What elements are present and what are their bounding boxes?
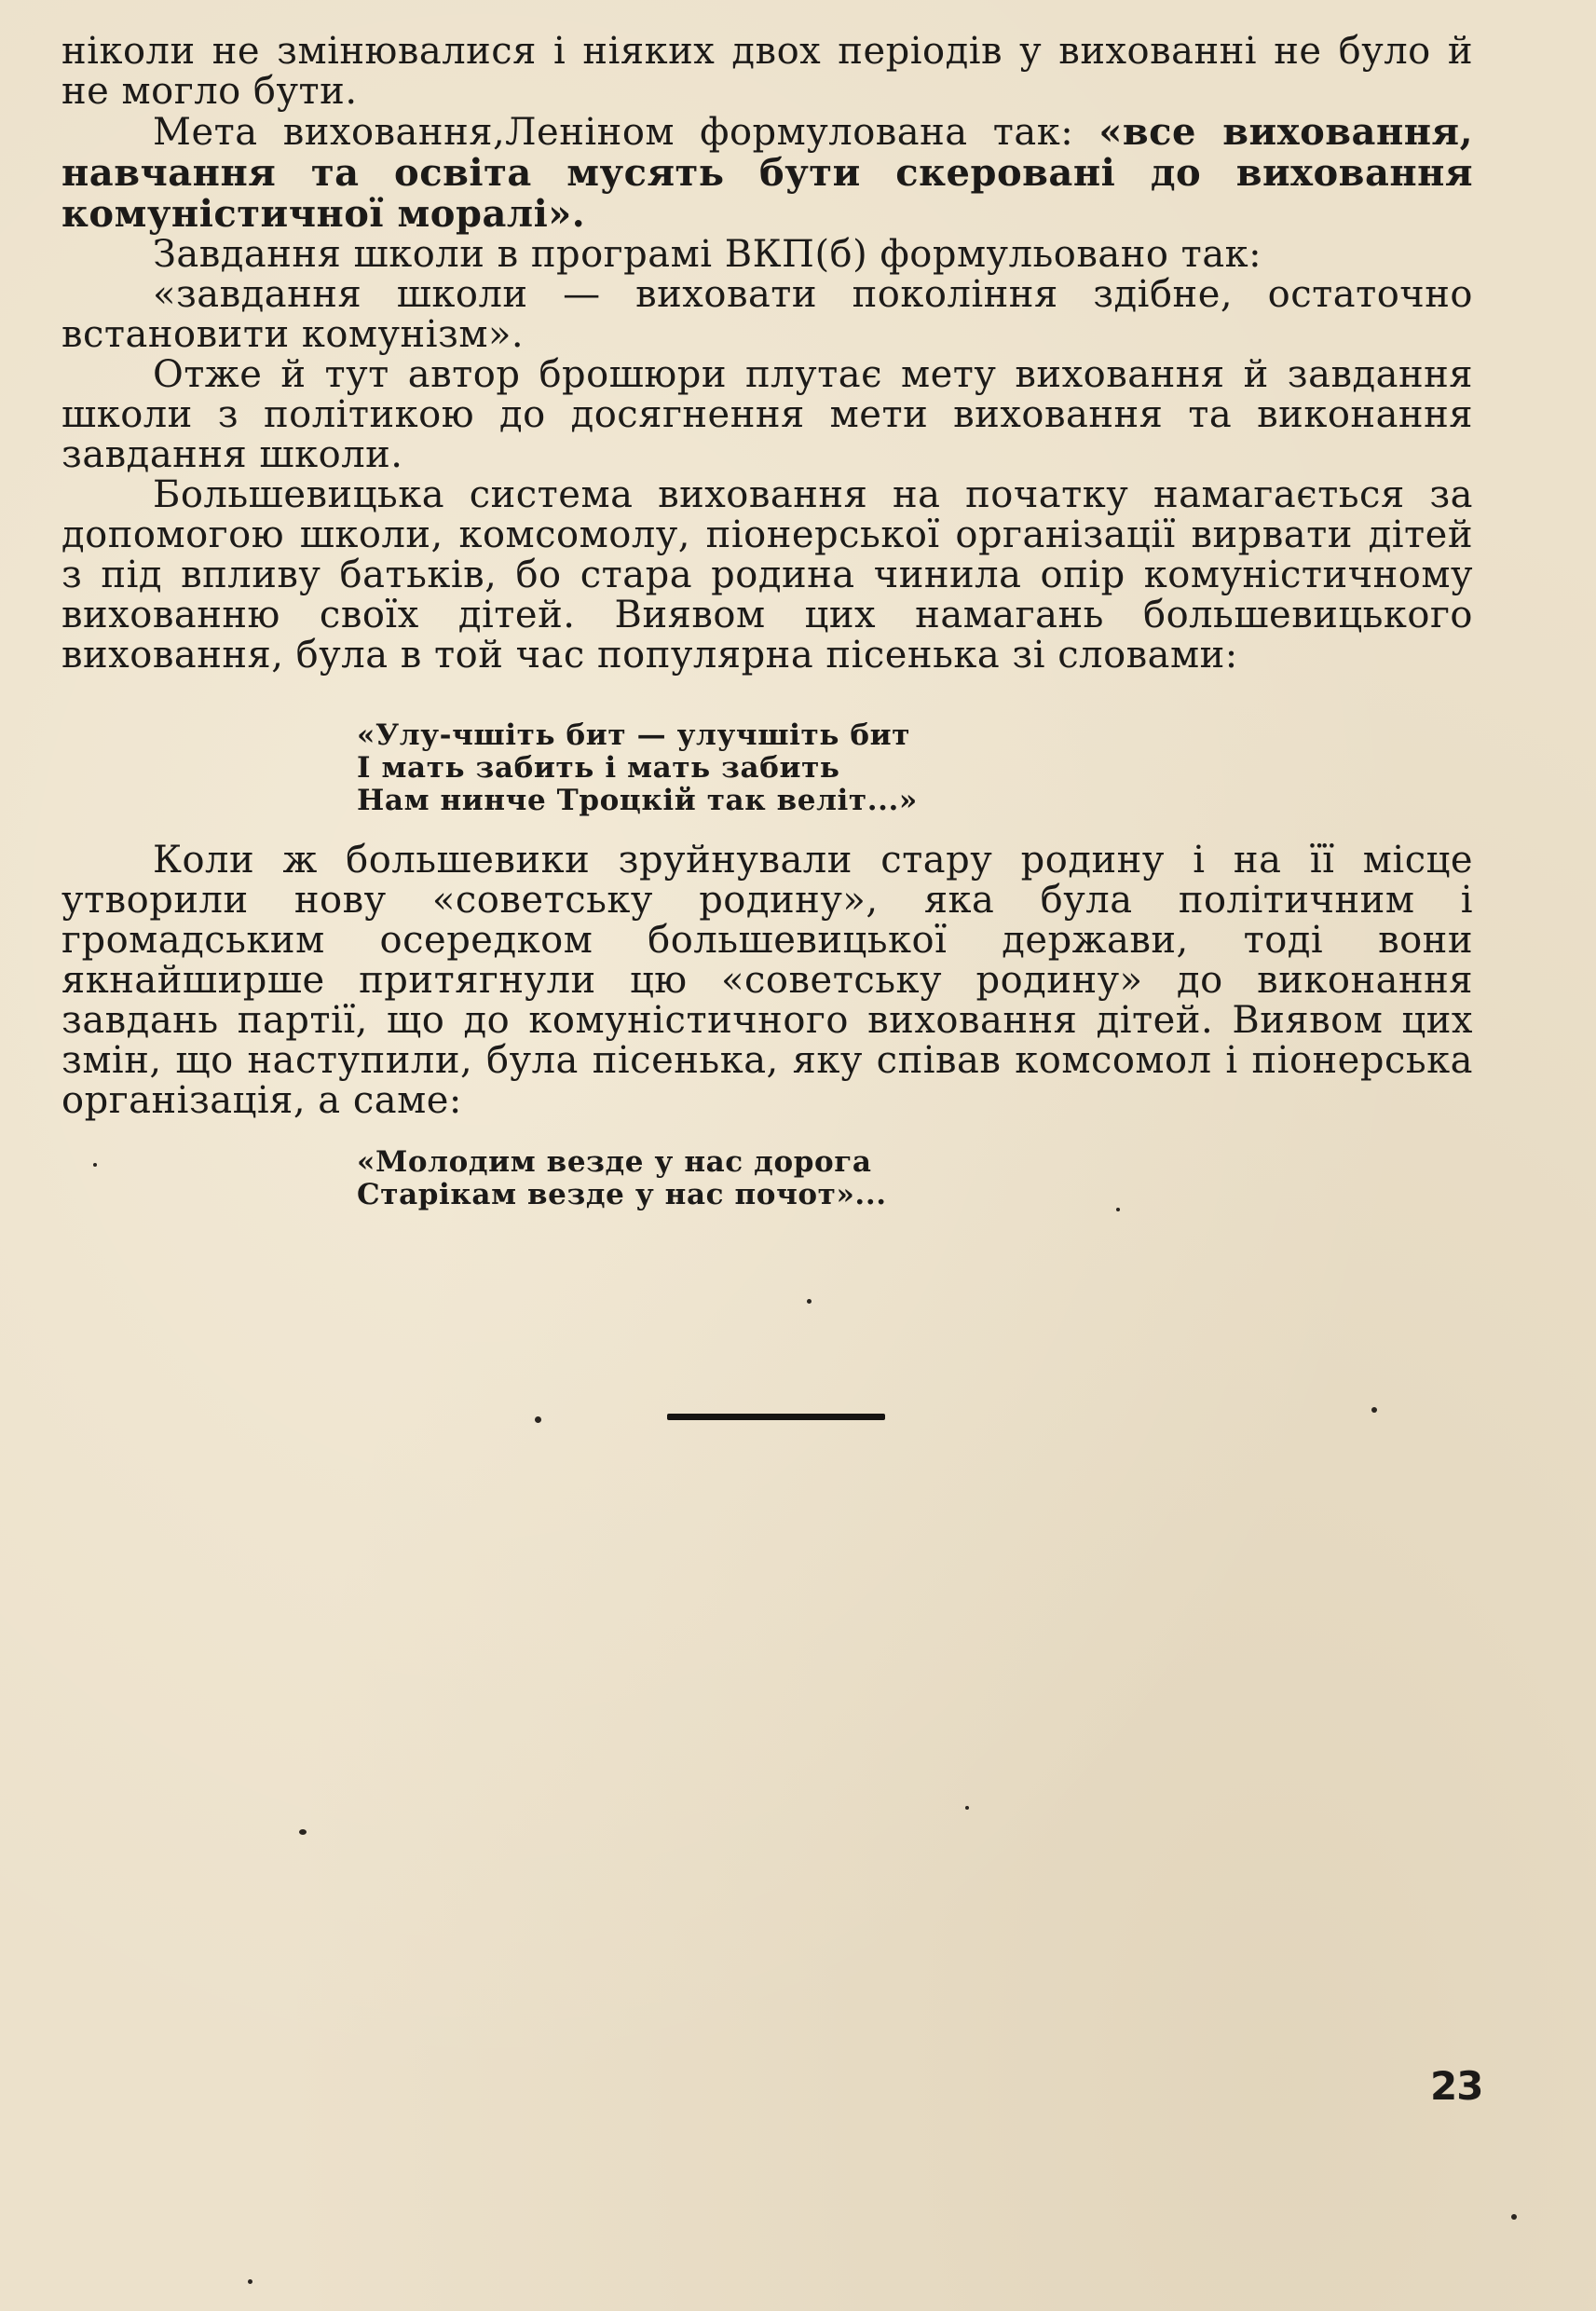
section-divider <box>667 1414 885 1420</box>
paper-speck <box>965 1806 969 1810</box>
text-block-middle <box>61 841 1473 1121</box>
paragraph-2 <box>61 112 1473 235</box>
paper-speck <box>1371 1407 1377 1413</box>
paper-speck <box>93 1163 97 1167</box>
paper-speck <box>1116 1208 1120 1211</box>
paper-speck <box>248 2279 252 2284</box>
verse-1-line-2: І мать забить і мать забить <box>357 751 840 785</box>
paper-speck <box>1511 2214 1517 2220</box>
page-number: 23 <box>1430 2063 1483 2109</box>
verse-2-line-2: Старікам везде у нас почот»... <box>357 1178 887 1211</box>
verse-2 <box>357 1146 887 1211</box>
paper-speck <box>807 1299 812 1304</box>
verse-1 <box>357 719 918 817</box>
paragraph-4: «завдання школи — виховати покоління здібне, остаточно встановити комунізм». <box>61 273 1473 356</box>
text-block-upper <box>61 32 1473 676</box>
paragraph-2-text: Мета виховання,Леніном формулована так: <box>153 111 1099 154</box>
paper-speck <box>535 1416 541 1423</box>
verse-1-line-3: Нам нинче Троцкій так веліт...» <box>357 784 918 817</box>
paragraph-5: Отже й тут автор брошюри плутає мету виховання й завдання школи з політикою до досягнення мети виховання та виконання завдання школи. <box>61 353 1473 476</box>
paragraph-6: Большевицька система виховання на початку намагається за допомогою школи, комсомолу, піонерської організації вирвати дітей з під впливу батьків, бо стара родина чинила опір комуністичному вихованню своїх дітей. Виявом цих намагань большевицького виховання, була в той час популярна пісенька зі словами: <box>61 473 1473 677</box>
paragraph-2-bold-quote: «все виховання, навчання та освіта мусять бути скеровані до виховання комуністичної моралі». <box>61 110 1473 236</box>
verse-1-line-1: «Улу-чшіть бит — улучшіть бит <box>357 718 911 752</box>
paragraph-1: ніколи не змінювалися і ніяких двох періодів у вихованні не було й не могло бути. <box>61 30 1473 113</box>
paper-speck <box>299 1829 307 1835</box>
paragraph-7: Коли ж большевики зруйнували стару родину і на її місце утворили нову «советську родину», яка була політичним і громадським осередком большевицької держави, тоді вони якнайширше притягнули цю «советську родину» до виконання завдань партії, що до комуністичного виховання дітей. Виявом цих змін, що наступили, була пісенька, яку співав комсомол і піонерська організація, а саме: <box>61 839 1473 1122</box>
paragraph-3: Завдання школи в програмі ВКП(б) формульовано так: <box>153 233 1262 276</box>
verse-2-line-1: «Молодим везде у нас дорога <box>357 1145 872 1179</box>
